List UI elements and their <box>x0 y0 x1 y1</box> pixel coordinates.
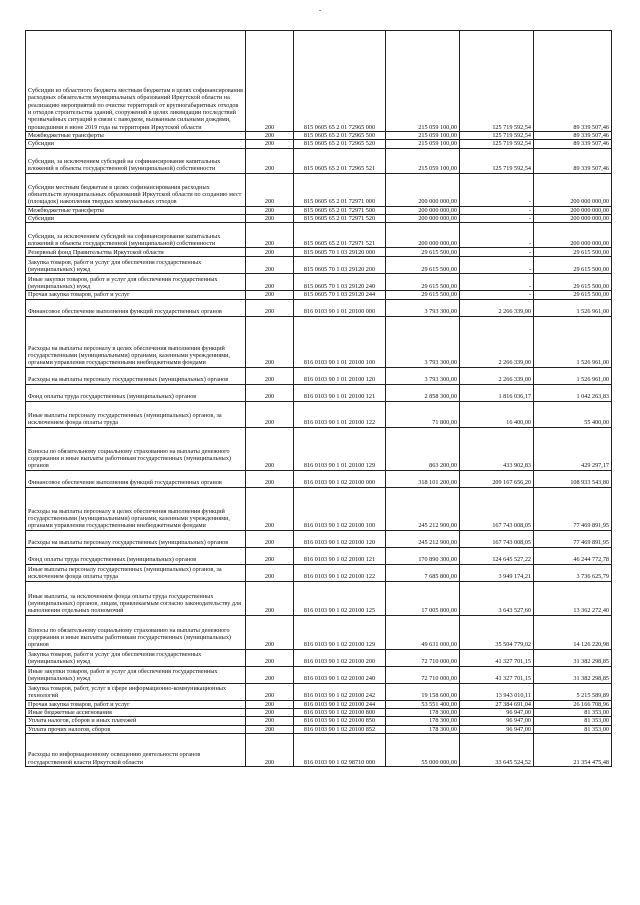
expense-name: Расходы на выплаты персоналу государственных (муниципальных) органов <box>26 367 246 384</box>
table-row <box>26 708 612 716</box>
executed-amount: - <box>460 223 534 248</box>
budget-classification-code: 816 0103 90 1 02 20100 129 <box>294 615 386 649</box>
executed-amount: - <box>460 173 534 206</box>
executed-amount: 2 266 339,00 <box>460 299 534 316</box>
budget-classification-code: 816 0103 90 1 02 20100 240 <box>294 666 386 683</box>
unexecuted-amount: 1 526 961,00 <box>534 367 612 384</box>
table-row <box>26 427 612 470</box>
table-row <box>26 487 612 530</box>
unexecuted-amount: 1 526 961,00 <box>534 299 612 316</box>
executed-amount: 35 504 779,02 <box>460 615 534 649</box>
executed-amount: 96 947,00 <box>460 708 534 716</box>
approved-appropriations: 49 631 000,00 <box>386 615 460 649</box>
approved-appropriations: 200 000 000,00 <box>386 206 460 214</box>
line-code: 200 <box>246 547 294 564</box>
executed-amount: - <box>460 214 534 222</box>
expense-name: Финансовое обеспечение выполнения функций государственных органов <box>26 299 246 316</box>
executed-amount: 96 947,00 <box>460 717 534 725</box>
table-row <box>26 367 612 384</box>
executed-amount: 125 719 592,54 <box>460 148 534 173</box>
expense-name: Субсидии <box>26 140 246 148</box>
expense-name: Расходы на выплаты персоналу в целях обеспечения выполнения функций государственными (муниципальными) органами, казенными учреждениями, органами управления государственными внебюджетными фондами <box>26 487 246 530</box>
unexecuted-amount: 29 615 500,00 <box>534 291 612 299</box>
executed-amount: 125 719 592,54 <box>460 140 534 148</box>
unexecuted-amount: 14 126 220,98 <box>534 615 612 649</box>
executed-amount: 124 645 527,22 <box>460 547 534 564</box>
expense-name: Иные выплаты персоналу государственных (муниципальных) органов, за исключением фонда оплаты труда <box>26 564 246 581</box>
table-row <box>26 683 612 700</box>
approved-appropriations: 170 890 300,00 <box>386 547 460 564</box>
table-row <box>26 274 612 291</box>
unexecuted-amount: 200 000 000,00 <box>534 206 612 214</box>
approved-appropriations: 55 000 000,00 <box>386 733 460 766</box>
line-code: 200 <box>246 401 294 427</box>
table-row <box>26 615 612 649</box>
budget-classification-code: 816 0103 90 1 02 20100 122 <box>294 564 386 581</box>
budget-classification-code: 816 0103 90 1 01 20100 121 <box>294 384 386 401</box>
approved-appropriations: 863 200,00 <box>386 427 460 470</box>
approved-appropriations: 2 858 300,00 <box>386 384 460 401</box>
approved-appropriations: 215 059 100,00 <box>386 148 460 173</box>
unexecuted-amount: 46 244 772,78 <box>534 547 612 564</box>
budget-classification-code: 816 0103 90 1 01 20100 000 <box>294 299 386 316</box>
executed-amount: - <box>460 206 534 214</box>
unexecuted-amount: 1 526 961,00 <box>534 316 612 367</box>
expenditure-table-body <box>26 31 612 767</box>
budget-classification-code: 816 0103 90 1 02 20100 000 <box>294 470 386 487</box>
table-row <box>26 132 612 140</box>
line-code: 200 <box>246 31 294 132</box>
approved-appropriations: 7 685 800,00 <box>386 564 460 581</box>
executed-amount: 167 743 008,05 <box>460 530 534 547</box>
table-row <box>26 291 612 299</box>
approved-appropriations: 3 793 300,00 <box>386 299 460 316</box>
line-code: 200 <box>246 206 294 214</box>
expense-name: Межбюджетные трансферты <box>26 206 246 214</box>
executed-amount: 125 719 592,54 <box>460 132 534 140</box>
expense-name: Расходы на выплаты персоналу государственных (муниципальных) органов <box>26 530 246 547</box>
approved-appropriations: 200 000 000,00 <box>386 173 460 206</box>
table-row <box>26 401 612 427</box>
approved-appropriations: 53 551 400,00 <box>386 700 460 708</box>
expense-name: Иные выплаты, за исключением фонда оплаты труда государственных (муниципальных) органов, лицам, привлекаемым согласно законодательству для выполнения отдельных полномочий <box>26 581 246 615</box>
line-code: 200 <box>246 316 294 367</box>
unexecuted-amount: 29 615 500,00 <box>534 274 612 291</box>
unexecuted-amount: 200 000 000,00 <box>534 214 612 222</box>
executed-amount: 27 384 691,04 <box>460 700 534 708</box>
table-row <box>26 700 612 708</box>
budget-classification-code: 815 0605 70 1 03 29120 240 <box>294 274 386 291</box>
line-code: 200 <box>246 581 294 615</box>
line-code: 200 <box>246 223 294 248</box>
expense-name: Субсидии, за исключением субсидий на софинансирование капитальных вложений в объекты государственной (муниципальной) собственности <box>26 148 246 173</box>
expenditure-table <box>25 30 612 767</box>
table-row <box>26 140 612 148</box>
table-row <box>26 470 612 487</box>
table-row <box>26 299 612 316</box>
expense-name: Расходы на выплаты персоналу в целях обеспечения выполнения функций государственными (муниципальными) органами, казенными учреждениями, органами управления государственными внебюджетными фондами <box>26 316 246 367</box>
line-code: 200 <box>246 615 294 649</box>
approved-appropriations: 72 710 000,00 <box>386 649 460 666</box>
expense-name: Расходы по информационному освещению деятельности органов государственной власти Иркутской области <box>26 733 246 766</box>
executed-amount: 167 743 008,05 <box>460 487 534 530</box>
executed-amount: 209 167 656,20 <box>460 470 534 487</box>
approved-appropriations: 3 793 300,00 <box>386 367 460 384</box>
expense-name: Фонд оплаты труда государственных (муниципальных) органов <box>26 384 246 401</box>
executed-amount: 16 400,00 <box>460 401 534 427</box>
budget-classification-code: 816 0103 90 1 02 20100 121 <box>294 547 386 564</box>
unexecuted-amount: 89 339 507,46 <box>534 132 612 140</box>
unexecuted-amount: 200 000 000,00 <box>534 173 612 206</box>
expense-name: Субсидии местным бюджетам в целях софинансирования расходных обязательств муниципальных образований Иркутской области по созданию мест (площадок) накопления твердых коммунальных отходов <box>26 173 246 206</box>
budget-classification-code: 816 0103 90 1 01 20100 100 <box>294 316 386 367</box>
unexecuted-amount: 1 042 263,83 <box>534 384 612 401</box>
expense-name: Взносы по обязательному социальному страхованию на выплаты денежного содержания и иные выплаты работникам государственных (муниципальных) органов <box>26 427 246 470</box>
expense-name: Уплата налогов, сборов и иных платежей <box>26 717 246 725</box>
unexecuted-amount: 77 469 891,95 <box>534 487 612 530</box>
approved-appropriations: 19 158 600,00 <box>386 683 460 700</box>
table-row <box>26 530 612 547</box>
budget-classification-code: 816 0103 90 1 02 20100 125 <box>294 581 386 615</box>
unexecuted-amount: 81 353,00 <box>534 717 612 725</box>
budget-classification-code: 815 0605 65 2 01 72965 521 <box>294 148 386 173</box>
line-code: 200 <box>246 248 294 257</box>
approved-appropriations: 178 300,00 <box>386 717 460 725</box>
table-row <box>26 257 612 274</box>
expense-name: Межбюджетные трансферты <box>26 132 246 140</box>
unexecuted-amount: 81 353,00 <box>534 708 612 716</box>
budget-classification-code: 816 0103 90 1 02 20100 120 <box>294 530 386 547</box>
approved-appropriations: 29 615 500,00 <box>386 257 460 274</box>
budget-classification-code: 815 0605 70 1 03 29120 200 <box>294 257 386 274</box>
unexecuted-amount: 31 382 298,85 <box>534 666 612 683</box>
executed-amount: 33 645 524,52 <box>460 733 534 766</box>
approved-appropriations: 215 059 100,00 <box>386 132 460 140</box>
budget-classification-code: 815 0605 65 2 01 72965 000 <box>294 31 386 132</box>
executed-amount: 41 327 701,15 <box>460 666 534 683</box>
budget-classification-code: 816 0103 90 1 01 20100 120 <box>294 367 386 384</box>
line-code: 200 <box>246 384 294 401</box>
approved-appropriations: 29 615 500,00 <box>386 248 460 257</box>
table-row <box>26 148 612 173</box>
expense-name: Иные бюджетные ассигнования <box>26 708 246 716</box>
table-row <box>26 666 612 683</box>
expense-name: Субсидии, за исключением субсидий на софинансирование капитальных вложений в объекты государственной (муниципальной) собственности <box>26 223 246 248</box>
expense-name: Иные закупки товаров, работ и услуг для обеспечения государственных (муниципальных) нужд <box>26 274 246 291</box>
budget-classification-code: 816 0103 90 1 02 20100 244 <box>294 700 386 708</box>
executed-amount: - <box>460 274 534 291</box>
budget-classification-code: 815 0605 70 1 03 29120 000 <box>294 248 386 257</box>
unexecuted-amount: 26 166 708,96 <box>534 700 612 708</box>
budget-classification-code: 816 0103 90 1 02 20100 850 <box>294 717 386 725</box>
approved-appropriations: 72 710 000,00 <box>386 666 460 683</box>
table-row <box>26 214 612 222</box>
budget-classification-code: 815 0605 65 2 01 72965 520 <box>294 140 386 148</box>
budget-classification-code: 815 0605 65 2 01 72971 500 <box>294 206 386 214</box>
approved-appropriations: 29 615 500,00 <box>386 291 460 299</box>
budget-classification-code: 815 0605 65 2 01 72971 521 <box>294 223 386 248</box>
line-code: 200 <box>246 564 294 581</box>
expense-name: Прочая закупка товаров, работ и услуг <box>26 291 246 299</box>
line-code: 200 <box>246 487 294 530</box>
line-code: 200 <box>246 717 294 725</box>
table-row <box>26 316 612 367</box>
approved-appropriations: 3 793 300,00 <box>386 316 460 367</box>
approved-appropriations: 200 000 000,00 <box>386 214 460 222</box>
unexecuted-amount: 77 469 891,95 <box>534 530 612 547</box>
unexecuted-amount: 5 215 589,89 <box>534 683 612 700</box>
executed-amount: - <box>460 291 534 299</box>
executed-amount: 96 947,00 <box>460 725 534 733</box>
executed-amount: - <box>460 248 534 257</box>
approved-appropriations: 178 300,00 <box>386 708 460 716</box>
budget-classification-code: 816 0103 90 1 02 20100 200 <box>294 649 386 666</box>
executed-amount: - <box>460 257 534 274</box>
budget-classification-code: 815 0605 70 1 03 29120 244 <box>294 291 386 299</box>
approved-appropriations: 215 059 100,00 <box>386 31 460 132</box>
approved-appropriations: 178 300,00 <box>386 725 460 733</box>
line-code: 200 <box>246 427 294 470</box>
table-row <box>26 564 612 581</box>
line-code: 200 <box>246 140 294 148</box>
table-row <box>26 725 612 733</box>
executed-amount: 41 327 701,15 <box>460 649 534 666</box>
line-code: 200 <box>246 683 294 700</box>
budget-classification-code: 816 0103 90 1 01 20100 129 <box>294 427 386 470</box>
unexecuted-amount: 89 339 507,46 <box>534 148 612 173</box>
budget-classification-code: 815 0605 65 2 01 72971 000 <box>294 173 386 206</box>
line-code: 200 <box>246 725 294 733</box>
line-code: 200 <box>246 649 294 666</box>
budget-classification-code: 815 0605 65 2 01 72971 520 <box>294 214 386 222</box>
expense-name: Взносы по обязательному социальному страхованию на выплаты денежного содержания и иные выплаты работникам государственных (муниципальных) органов <box>26 615 246 649</box>
approved-appropriations: 71 800,00 <box>386 401 460 427</box>
expense-name: Прочая закупка товаров, работ и услуг <box>26 700 246 708</box>
line-code: 200 <box>246 708 294 716</box>
approved-appropriations: 245 212 900,00 <box>386 530 460 547</box>
expense-name: Закупка товаров, работ, услуг в сфере информационно-коммуникационных технологий <box>26 683 246 700</box>
expense-name: Субсидии из областного бюджета местным бюджетам в целях софинансирования расходных обязательств муниципальных образований Иркутской области на реализацию мероприятий по очистке территорий от крупногабаритных отходов и отходов строительства зданий, сооружений в целях ликвидации последствий чрезвычайных ситуаций в связи с паводком, вызванным сильными дождями, прошедшими в июне 2019 года на территории Иркутской области <box>26 31 246 132</box>
expense-name: Финансовое обеспечение выполнения функций государственных органов <box>26 470 246 487</box>
line-code: 200 <box>246 530 294 547</box>
unexecuted-amount: 89 339 507,46 <box>534 140 612 148</box>
table-row <box>26 248 612 257</box>
table-row <box>26 649 612 666</box>
budget-classification-code: 816 0103 90 1 02 20100 100 <box>294 487 386 530</box>
line-code: 200 <box>246 367 294 384</box>
unexecuted-amount: 81 353,00 <box>534 725 612 733</box>
expense-name: Фонд оплаты труда государственных (муниципальных) органов <box>26 547 246 564</box>
table-row <box>26 733 612 766</box>
line-code: 200 <box>246 132 294 140</box>
unexecuted-amount: 13 362 272,40 <box>534 581 612 615</box>
table-row <box>26 384 612 401</box>
table-row <box>26 581 612 615</box>
line-code: 200 <box>246 700 294 708</box>
budget-classification-code: 816 0103 90 1 02 20100 242 <box>294 683 386 700</box>
approved-appropriations: 215 059 100,00 <box>386 140 460 148</box>
line-code: 200 <box>246 666 294 683</box>
budget-classification-code: 816 0103 90 1 02 20100 800 <box>294 708 386 716</box>
budget-classification-code: 815 0605 65 2 01 72965 500 <box>294 132 386 140</box>
executed-amount: 1 816 036,17 <box>460 384 534 401</box>
unexecuted-amount: 200 000 000,00 <box>534 223 612 248</box>
line-code: 200 <box>246 299 294 316</box>
unexecuted-amount: 108 933 543,80 <box>534 470 612 487</box>
expense-name: Субсидии <box>26 214 246 222</box>
expense-name: Резервный фонд Правительства Иркутской области <box>26 248 246 257</box>
table-row <box>26 31 612 132</box>
executed-amount: 3 949 174,21 <box>460 564 534 581</box>
line-code: 200 <box>246 148 294 173</box>
budget-classification-code: 816 0103 90 1 02 98710 000 <box>294 733 386 766</box>
line-code: 200 <box>246 274 294 291</box>
line-code: 200 <box>246 733 294 766</box>
unexecuted-amount: 29 615 500,00 <box>534 248 612 257</box>
executed-amount: 433 902,83 <box>460 427 534 470</box>
approved-appropriations: 29 615 500,00 <box>386 274 460 291</box>
expense-name: Уплата прочих налогов, сборов <box>26 725 246 733</box>
approved-appropriations: 17 005 800,00 <box>386 581 460 615</box>
unexecuted-amount: 31 382 298,85 <box>534 649 612 666</box>
table-row <box>26 547 612 564</box>
page-number: - <box>318 6 322 14</box>
executed-amount: 125 719 592,54 <box>460 31 534 132</box>
table-row <box>26 173 612 206</box>
approved-appropriations: 245 212 900,00 <box>386 487 460 530</box>
approved-appropriations: 318 101 200,00 <box>386 470 460 487</box>
budget-classification-code: 816 0103 90 1 01 20100 122 <box>294 401 386 427</box>
expense-name: Закупка товаров, работ и услуг для обеспечения государственных (муниципальных) нужд <box>26 649 246 666</box>
line-code: 200 <box>246 470 294 487</box>
unexecuted-amount: 429 297,17 <box>534 427 612 470</box>
table-row <box>26 223 612 248</box>
line-code: 200 <box>246 257 294 274</box>
budget-classification-code: 816 0103 90 1 02 20100 852 <box>294 725 386 733</box>
executed-amount: 3 643 527,60 <box>460 581 534 615</box>
table-row <box>26 717 612 725</box>
line-code: 200 <box>246 291 294 299</box>
unexecuted-amount: 55 400,00 <box>534 401 612 427</box>
unexecuted-amount: 89 339 507,46 <box>534 31 612 132</box>
approved-appropriations: 200 000 000,00 <box>386 223 460 248</box>
executed-amount: 13 943 010,11 <box>460 683 534 700</box>
expense-name: Иные закупки товаров, работ и услуг для обеспечения государственных (муниципальных) нужд <box>26 666 246 683</box>
line-code: 200 <box>246 173 294 206</box>
expense-name: Иные выплаты персоналу государственных (муниципальных) органов, за исключением фонда оплаты труда <box>26 401 246 427</box>
line-code: 200 <box>246 214 294 222</box>
unexecuted-amount: 3 736 625,79 <box>534 564 612 581</box>
table-row <box>26 206 612 214</box>
executed-amount: 2 266 339,00 <box>460 367 534 384</box>
unexecuted-amount: 21 354 475,48 <box>534 733 612 766</box>
unexecuted-amount: 29 615 500,00 <box>534 257 612 274</box>
executed-amount: 2 266 339,00 <box>460 316 534 367</box>
expense-name: Закупка товаров, работ и услуг для обеспечения государственных (муниципальных) нужд <box>26 257 246 274</box>
